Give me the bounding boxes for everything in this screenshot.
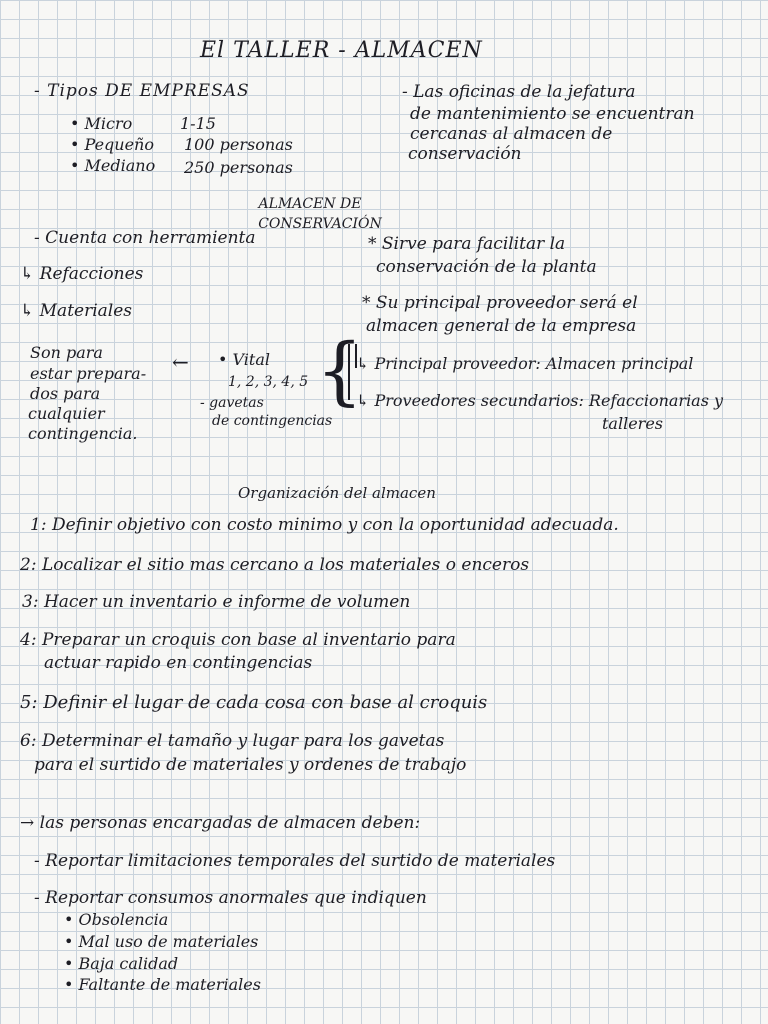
- brace-icon: {: [316, 328, 364, 414]
- personas-bullet: • Obsolencia: [64, 910, 169, 929]
- vital-label: • Vital: [218, 350, 270, 369]
- arrow-left-icon: ←: [172, 350, 189, 374]
- step-line: 6: Determinar el tamaño y lugar para los gavetas: [20, 731, 445, 751]
- proveedor-secundario-line: talleres: [602, 414, 663, 433]
- proveedor-principal: ↳ Principal proveedor: Almacen principal: [356, 354, 694, 373]
- son-para-line: cualquier: [28, 404, 105, 423]
- sirve-note-line: conservación de la planta: [376, 257, 597, 277]
- personas-bullet: • Faltante de materiales: [64, 975, 261, 994]
- son-para-line: estar prepara-: [30, 364, 147, 383]
- tipo-value: 250 personas: [184, 158, 293, 177]
- tipo-name: • Pequeño: [70, 135, 154, 154]
- gavetas-line: - gavetas: [200, 395, 264, 411]
- organizacion-heading: Organización del almacen: [238, 484, 436, 502]
- cuenta-item: ↳ Refacciones: [20, 264, 144, 284]
- tipo-name: • Mediano: [70, 156, 156, 175]
- personas-bullet: • Baja calidad: [64, 954, 179, 973]
- tipos-heading: - Tipos DE EMPRESAS: [34, 81, 250, 101]
- step-line: actuar rapido en contingencias: [44, 653, 313, 673]
- son-para-line: Son para: [30, 343, 103, 362]
- proveedor-note-line: * Su principal proveedor será el: [362, 293, 638, 313]
- personas-report: - Reportar consumos anormales que indiquen: [34, 888, 427, 908]
- step-line: 3: Hacer un inventario e informe de volumen: [22, 592, 411, 612]
- cuenta-line: - Cuenta con herramienta: [34, 228, 256, 248]
- almacen-heading-line: ALMACEN DE: [258, 196, 362, 212]
- tipo-name: • Micro: [70, 114, 133, 133]
- proveedor-note-line: almacen general de la empresa: [366, 316, 637, 336]
- step-line: 1: Definir objetivo con costo minimo y con la oportunidad adecuada.: [30, 515, 619, 535]
- son-para-line: dos para: [30, 384, 101, 403]
- bracket-line: [348, 344, 350, 400]
- oficinas-note-line: - Las oficinas de la jefatura: [402, 82, 636, 102]
- oficinas-note-line: cercanas al almacen de: [410, 124, 613, 144]
- gavetas-line: de contingencias: [212, 413, 333, 429]
- cuenta-item: ↳ Materiales: [20, 301, 133, 321]
- proveedor-secundario-line: ↳ Proveedores secundarios: Refaccionarias y: [356, 391, 724, 410]
- personas-report: - Reportar limitaciones temporales del surtido de materiales: [34, 851, 556, 871]
- almacen-heading-line: CONSERVACIÓN: [258, 216, 382, 232]
- personas-bullet: • Mal uso de materiales: [64, 932, 259, 951]
- step-line: 2: Localizar el sitio mas cercano a los materiales o enceros: [20, 555, 530, 575]
- step-line: para el surtido de materiales y ordenes de trabajo: [34, 755, 467, 775]
- son-para-line: contingencia.: [28, 424, 138, 443]
- page-title: El TALLER - ALMACEN: [200, 38, 483, 63]
- sirve-note-line: * Sirve para facilitar la: [368, 234, 566, 254]
- tipo-value: 1-15: [180, 114, 216, 133]
- step-line: 4: Preparar un croquis con base al inventario para: [20, 630, 456, 650]
- vital-numbers: 1, 2, 3, 4, 5: [228, 374, 309, 390]
- oficinas-note-line: conservación: [408, 144, 522, 164]
- personas-heading: → las personas encargadas de almacen deben:: [20, 813, 421, 833]
- tipo-value: 100 personas: [184, 135, 293, 154]
- step-line: 5: Definir el lugar de cada cosa con base al croquis: [20, 692, 488, 713]
- oficinas-note-line: de mantenimiento se encuentran: [410, 104, 695, 124]
